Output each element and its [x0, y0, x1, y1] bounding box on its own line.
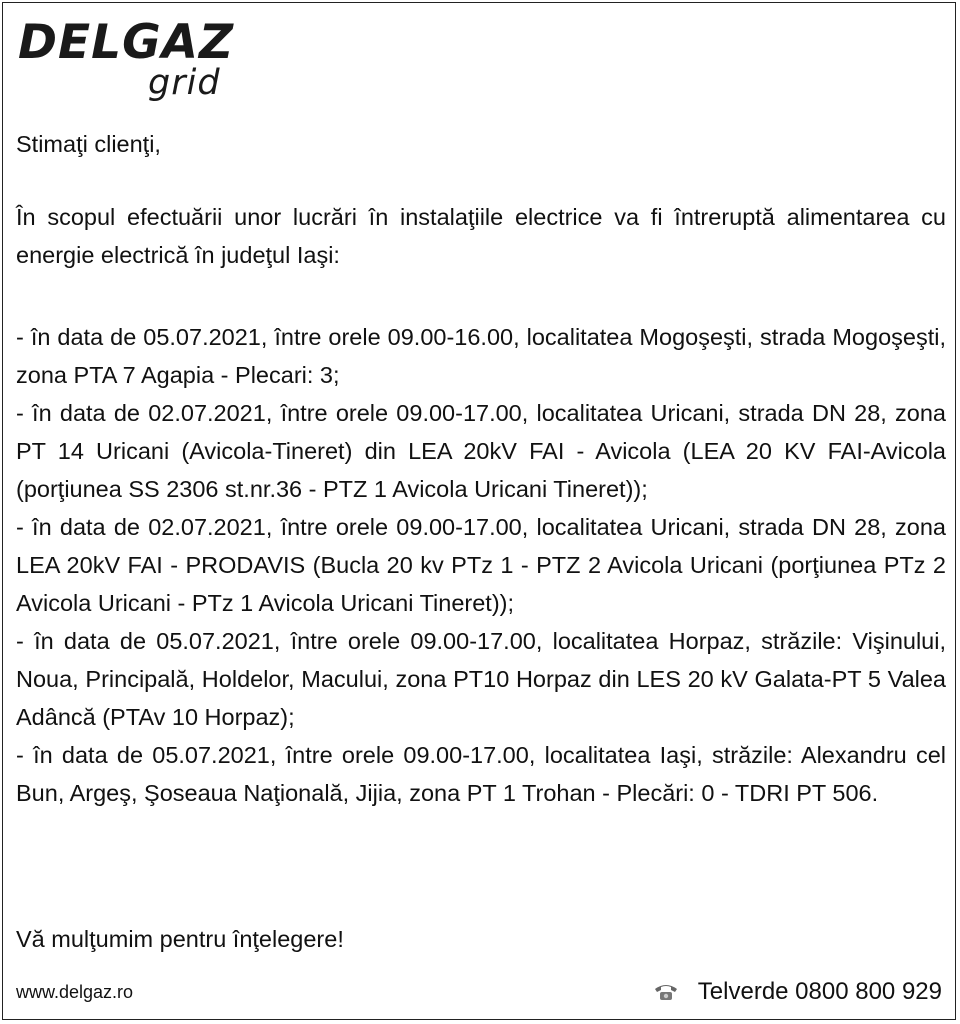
website-link[interactable]: www.delgaz.ro: [16, 982, 134, 1002]
logo-brand: DELGAZ: [18, 15, 235, 70]
intro-paragraph: În scopul efectuării unor lucrări în instalaţiile electrice va fi întreruptă alimentarea cu energie electrică în judeţul Iaşi:: [16, 204, 946, 268]
list-item: - în data de 02.07.2021, între orele 09.00-17.00, localitatea Uricani, strada DN 28, zona LEA 20kV FAI - PRODAVIS (Bucla 20 kv PTz 1 - PTZ 2 Avicola Uricani (porţiunea PTz 2 Avicola Uricani - PTz 1 Avicola Uricani Tineret));: [16, 514, 946, 616]
outage-list: [16, 318, 946, 812]
list-item: - în data de 05.07.2021, între orele 09.00-16.00, localitatea Mogoşeşti, strada Mogoşeşti, zona PTA 7 Agapia - Plecari: 3;: [16, 324, 946, 388]
list-item: - în data de 05.07.2021, între orele 09.00-17.00, localitatea Horpaz, străzile: Vişinului, Noua, Principală, Holdelor, Macului, zona PT10 Horpaz din LES 20 kV Galata-PT 5 Valea Adâncă (PTAv 10 Horpaz);: [16, 628, 946, 730]
greeting: Stimaţi clienţi,: [16, 131, 161, 157]
closing-line: Vă mulţumim pentru înţelegere!: [16, 926, 344, 952]
logo-sub: grid: [148, 63, 221, 103]
phone-number: Telverde 0800 800 929: [697, 978, 942, 1005]
hotline: [652, 976, 942, 1008]
list-item: - în data de 02.07.2021, între orele 09.00-17.00, localitatea Uricani, strada DN 28, zona PT 14 Uricani (Avicola-Tineret) din LEA 20kV FAI - Avicola (LEA 20 KV FAI-Avicola (porţiunea SS 2306 st.nr.36 - PTZ 1 Avicola Uricani Tineret));: [16, 400, 946, 502]
delgaz-logo: [18, 15, 258, 103]
telephone-icon: [652, 981, 680, 1003]
list-item: - în data de 05.07.2021, între orele 09.00-17.00, localitatea Iaşi, străzile: Alexandru cel Bun, Argeş, Şoseaua Naţională, Jijia, zona PT 1 Trohan - Plecări: 0 - TDRI PT 506.: [16, 742, 946, 806]
